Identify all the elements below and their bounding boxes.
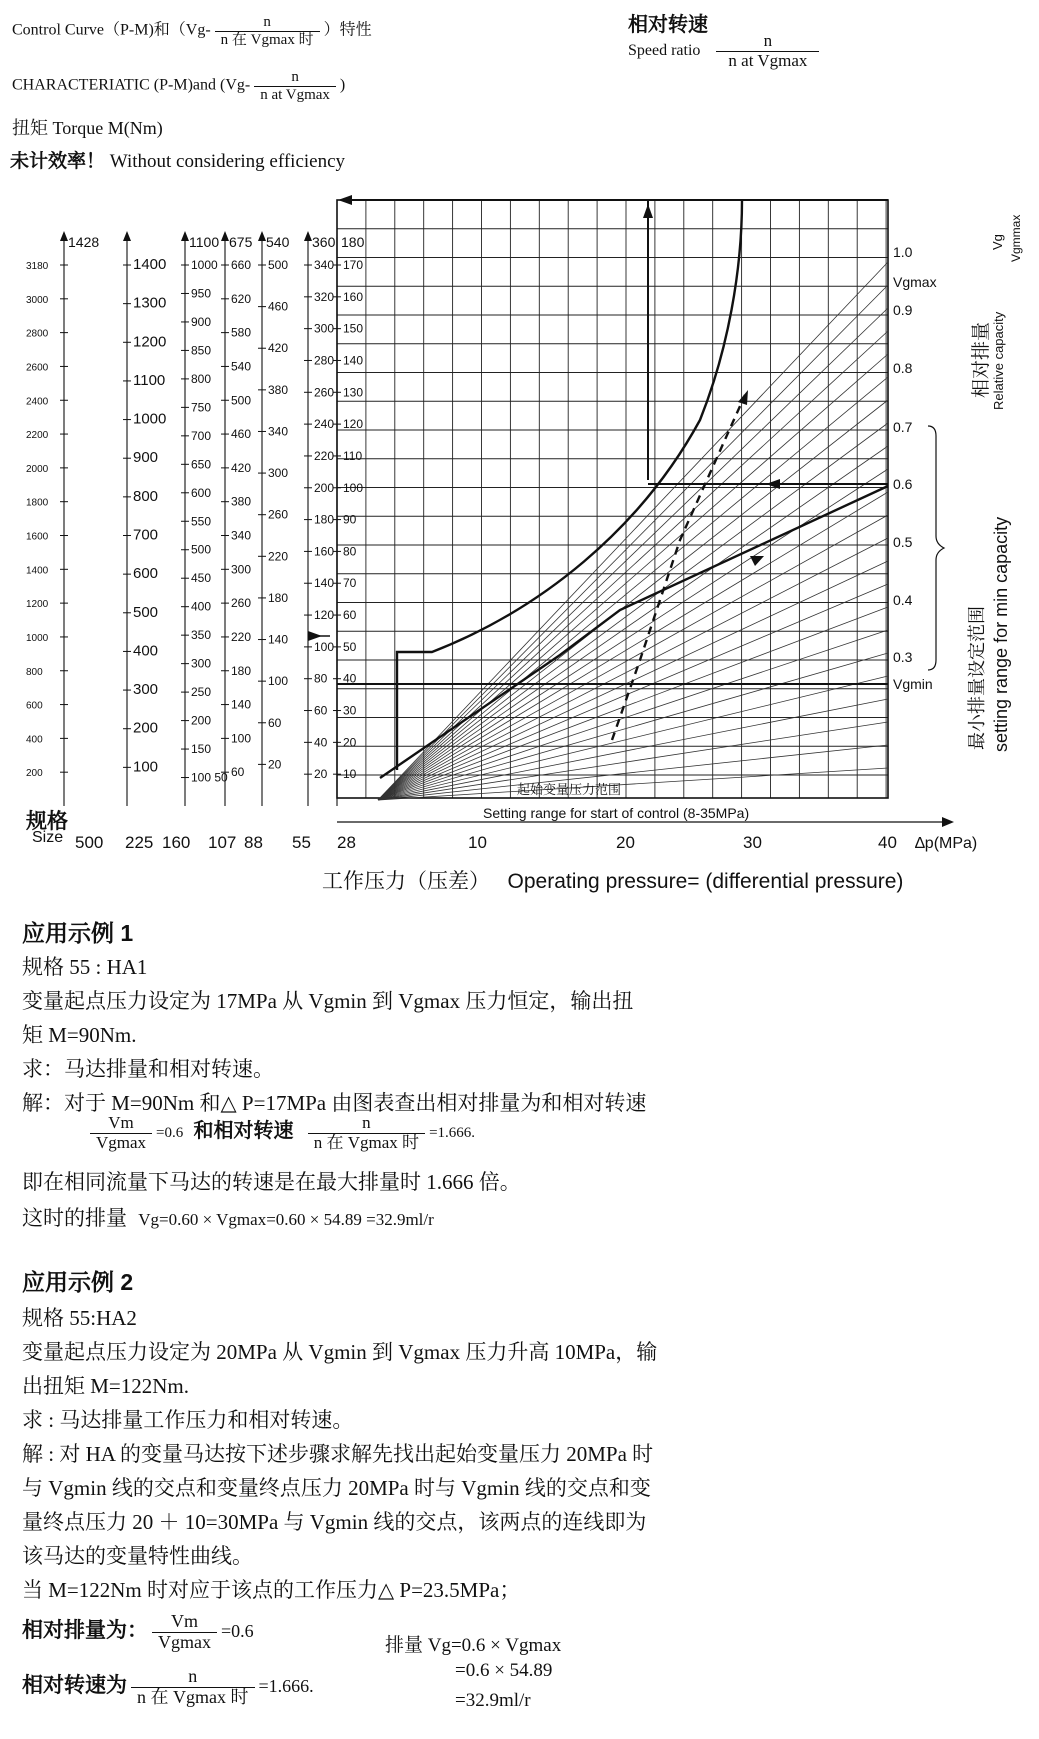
torque-tick-label: 300 [314, 321, 335, 336]
fraction-numerator: n [763, 31, 773, 50]
size-label: 88 [244, 833, 263, 852]
x-axis-arrow [942, 817, 954, 827]
torque-tick-label: 10 [343, 767, 357, 782]
torque-tick-label: 650 [191, 457, 212, 472]
torque-tick-label: 1000 [26, 632, 49, 644]
fraction-numerator: Vm [108, 1113, 134, 1132]
torque-tick-label: 80 [314, 671, 328, 686]
result-speed-value: =1.666. [258, 1676, 314, 1697]
chart-torque-scales [26, 231, 365, 806]
example-2-displacement-3: =32.9ml/r [455, 1690, 531, 1711]
torque-tick-label: 250 [191, 685, 212, 700]
example-1-fraction-capacity [90, 1114, 152, 1152]
x-axis-label [322, 865, 903, 895]
chart-grid [337, 195, 888, 798]
capacity-line [378, 400, 888, 800]
torque-tick-label: 460 [231, 427, 252, 442]
torque-scale-top: 360 [312, 234, 336, 250]
fraction-denominator: n 在 Vgmax 时 [215, 31, 320, 49]
torque-scale-arrow [123, 231, 131, 241]
right-ratio-tick: Vgmax [893, 274, 937, 290]
torque-tick-label: 600 [133, 565, 159, 583]
torque-tick-label: 160 [343, 289, 364, 304]
torque-tick-label: 100 [133, 758, 159, 776]
torque-tick-label: 400 [26, 734, 43, 746]
torque-tick-label: 750 [191, 400, 212, 415]
setting-label-cn: 最小排量设定范围 [967, 606, 987, 750]
example-2-result-capacity [22, 1612, 254, 1653]
torque-tick-label: 200 [26, 768, 43, 780]
torque-tick-label: 950 [191, 286, 212, 301]
result-speed-label: 相对转速为 [22, 1673, 127, 1698]
torque-tick-label: 160 [314, 544, 335, 559]
torque-tick-label: 550 [191, 514, 212, 529]
example-2-line-7: 量终点压力 20 ＋ 10=30MPa 与 Vgmin 线的交点，该两点的连线即为 [22, 1510, 647, 1534]
torque-tick-label: 1000 [191, 258, 218, 272]
example-1-line-7: 即在相同流量下马达的转速是在最大排量时 1.666 倍。 [22, 1170, 521, 1194]
example-1-fraction-speed [308, 1114, 425, 1152]
x-tick-label: 40 [878, 833, 897, 852]
annotation-en: Setting range for start of control (8-35MPa) [483, 805, 750, 821]
torque-tick-label: 340 [231, 528, 252, 543]
result-capacity-value: =0.6 [221, 1621, 254, 1642]
torque-tick-label: 200 [133, 719, 159, 737]
torque-tick-label: 900 [133, 449, 159, 467]
torque-tick-label: 120 [343, 417, 364, 432]
result-capacity-fraction [152, 1612, 217, 1653]
torque-tick-label: 220 [314, 448, 335, 463]
torque-tick-label: 60 [314, 703, 328, 718]
fraction-denominator: n 在 Vgmax 时 [308, 1133, 425, 1153]
torque-tick-label: 500 [268, 258, 289, 272]
torque-tick-label: 400 [133, 642, 159, 660]
torque-tick-label: 460 [268, 299, 289, 314]
example-2-displacement-2: =0.6 × 54.89 [455, 1660, 553, 1681]
example-2-line-3: 出扭矩 M=122Nm. [22, 1374, 190, 1398]
example-2-line-5: 解 : 对 HA 的变量马达按下述步骤求解先找出起始变量压力 20MPa 时 [22, 1442, 654, 1466]
example-1-speed-value: =1.666. [429, 1125, 476, 1142]
torque-tick-label: 120 [314, 608, 335, 623]
size-label-en: Size [32, 829, 64, 846]
torque-tick-label: 1400 [133, 256, 167, 273]
fraction-denominator: n at Vgmax [254, 86, 336, 104]
fraction-denominator: Vgmax [152, 1632, 217, 1653]
capacity-line [378, 676, 888, 800]
size-label: 500 [75, 833, 104, 852]
torque-tick-label: 1200 [133, 333, 167, 351]
fraction-numerator: Vm [171, 1611, 198, 1631]
example-1-line-8 [22, 1202, 434, 1232]
torque-scale-arrow [60, 231, 68, 241]
x-tick-label: 28 [337, 833, 356, 852]
torque-scale-arrow [258, 231, 266, 241]
torque-tick-label: 180 [268, 590, 289, 605]
torque-tick-label: 50 [343, 639, 357, 654]
speed-ratio-title: 相对转速 [628, 14, 708, 36]
torque-scale-top: 1428 [68, 234, 100, 250]
right-ratio-tick: 0.4 [893, 592, 913, 608]
torque-tick-label: 600 [191, 485, 212, 500]
torque-tick-label: 240 [314, 417, 335, 432]
result-speed-fraction [131, 1667, 255, 1708]
fraction-numerator: n [291, 69, 299, 85]
example-2-result-speed [22, 1667, 314, 1708]
torque-tick-label: 60 [343, 608, 357, 623]
fraction-denominator: n 在 Vgmax 时 [131, 1687, 255, 1708]
torque-tick-label: 500 [133, 603, 159, 621]
torque-tick-label: 2800 [26, 328, 49, 340]
example-1-line-5: 解：对于 M=90Nm 和△ P=17MPa 由图表查出相对排量为和相对转速 [22, 1091, 647, 1115]
torque-tick-label: 60 [231, 765, 245, 780]
size-label: 225 [125, 833, 154, 852]
torque-tick-label: 580 [231, 325, 252, 340]
capacity-line [378, 377, 888, 800]
example-1-formula [86, 1114, 475, 1152]
right-ratio-tick: 0.3 [893, 649, 913, 665]
dashed-arrow [738, 390, 748, 405]
torque-tick-label: 1800 [26, 497, 49, 509]
torque-tick-label: 140 [343, 353, 364, 368]
fraction-numerator: n [362, 1113, 371, 1132]
capacity-line [378, 630, 888, 800]
torque-tick-label: 90 [343, 512, 357, 527]
capacity-line [378, 423, 888, 800]
torque-tick-label: 20 [268, 757, 282, 772]
right-ratio-tick: 0.9 [893, 302, 913, 318]
right-ratio-tick: Vgmin [893, 676, 933, 692]
torque-tick-label: 3000 [26, 294, 49, 306]
capacity-line [378, 584, 888, 800]
torque-tick-label: 320 [314, 289, 335, 304]
torque-tick-label: 100 50 [191, 770, 228, 785]
example-2-title: 应用示例 2 [22, 1269, 134, 1295]
torque-tick-label: 280 [314, 353, 335, 368]
torque-tick-label: 80 [343, 544, 357, 559]
torque-scale-arrow [221, 231, 229, 241]
header-line-1-suffix: ）特性 [323, 21, 372, 39]
capacity-line [378, 492, 888, 800]
torque-tick-label: 420 [231, 460, 252, 475]
annotation-cn: 起始变量压力范围 [517, 782, 622, 797]
torque-tick-label: 1200 [26, 599, 49, 611]
torque-tick-label: 1600 [26, 531, 49, 543]
torque-tick-label: 1000 [133, 410, 167, 428]
torque-tick-label: 800 [191, 371, 212, 386]
torque-tick-label: 600 [26, 700, 43, 712]
torque-tick-label: 540 [231, 359, 252, 374]
capacity-line [378, 469, 888, 800]
control-line-arrow [750, 556, 764, 566]
efficiency-note-en: Without considering efficiency [109, 151, 346, 172]
torque-tick-label: 20 [314, 767, 328, 782]
torque-tick-label: 2400 [26, 396, 49, 408]
torque-tick-label: 100 [268, 674, 289, 689]
torque-tick-label: 1300 [133, 294, 167, 312]
example-1-line-3: 矩 M=90Nm. [22, 1023, 137, 1047]
example-1-title: 应用示例 1 [22, 920, 134, 946]
torque-tick-label: 500 [231, 393, 252, 408]
torque-tick-label: 100 [314, 639, 335, 654]
x-axis-label-en: Operating pressure= (differential pressure) [507, 870, 904, 893]
example-1-line-2: 变量起点压力设定为 17MPa 从 Vgmin 到 Vgmax 压力恒定，输出扭 [22, 989, 634, 1013]
example-1-line-8-value: Vg=0.60 × Vgmax=0.60 × 54.89 =32.9ml/r [138, 1210, 434, 1229]
example-vertical-arrow [643, 204, 653, 218]
torque-tick-label: 380 [231, 494, 252, 509]
torque-tick-label: 140 [268, 632, 289, 647]
example-2-line-9: 当 M=122Nm 时对应于该点的工作压力△ P=23.5MPa； [22, 1578, 521, 1602]
capacity-line [378, 699, 888, 800]
torque-tick-label: 700 [133, 526, 159, 544]
capacity-line [378, 285, 888, 800]
torque-scale-top: 540 [266, 234, 290, 250]
torque-tick-label: 350 [191, 628, 212, 643]
plot-frame [337, 200, 888, 798]
example-2-line-6: 与 Vgmin 线的交点和变量终点压力 20MPa 时与 Vgmin 线的交点和变 [22, 1476, 651, 1500]
torque-tick-label: 100 [231, 731, 252, 746]
torque-tick-label: 300 [191, 656, 212, 671]
torque-tick-label: 110 [343, 448, 363, 463]
torque-tick-label: 300 [133, 681, 159, 699]
capacity-line [378, 607, 888, 800]
torque-tick-label: 220 [268, 549, 289, 564]
example-1-line-1: 规格 55 : HA1 [22, 955, 148, 979]
torque-tick-label: 620 [231, 291, 252, 306]
torque-tick-label: 130 [343, 385, 364, 400]
torque-tick-label: 30 [343, 703, 357, 718]
torque-tick-label: 20 [343, 735, 357, 750]
torque-tick-label: 340 [268, 424, 289, 439]
torque-tick-label: 300 [268, 466, 289, 481]
torque-tick-label: 2000 [26, 463, 49, 475]
example-2-line-8: 该马达的变量特性曲线。 [22, 1544, 253, 1568]
speed-ratio-en: Speed ratio [628, 41, 701, 59]
chart-capacity-lines [378, 262, 888, 800]
torque-tick-label: 300 [231, 562, 252, 577]
torque-tick-label: 1100 [133, 371, 166, 389]
torque-tick-label: 3180 [26, 261, 49, 272]
torque-tick-label: 100 [343, 480, 364, 495]
size-label: 160 [162, 833, 191, 852]
size-label-cn: 规格 [26, 810, 68, 833]
right-ratio-tick: 1.0 [893, 244, 913, 260]
torque-tick-label: 1400 [26, 565, 49, 577]
x-unit-label: ∆p(MPa) [915, 835, 978, 852]
fraction-numerator: n [263, 14, 271, 30]
torque-tick-label: 800 [26, 666, 43, 678]
right-ratio-tick: 0.6 [893, 476, 913, 492]
torque-tick-label: 2200 [26, 430, 49, 442]
capacity-line [378, 262, 888, 800]
torque-tick-label: 220 [231, 629, 252, 644]
torque-tick-label: 700 [191, 428, 212, 443]
torque-tick-label: 400 [191, 599, 212, 614]
setting-range-brace [928, 426, 944, 670]
torque-scale-top: 180 [341, 234, 365, 250]
torque-tick-label: 140 [314, 576, 335, 591]
torque-tick-label: 40 [314, 735, 328, 750]
fraction-denominator: n at Vgmax [716, 51, 819, 71]
example-2-line-2: 变量起点压力设定为 20MPa 从 Vgmin 到 Vgmax 压力升高 10MPa，输 [22, 1340, 658, 1364]
torque-tick-label: 170 [343, 258, 364, 272]
torque-tick-label: 2600 [26, 362, 49, 374]
result-capacity-label: 相对排量为： [22, 1618, 148, 1643]
torque-tick-label: 140 [231, 697, 252, 712]
capacity-line [378, 446, 888, 800]
torque-tick-label: 180 [231, 663, 252, 678]
right-label-fraction-num: Vg [990, 234, 1005, 250]
dashed-control-line [612, 395, 745, 740]
torque-tick-label: 800 [133, 487, 159, 505]
torque-tick-label: 150 [191, 742, 212, 757]
size-label: 55 [292, 833, 311, 852]
torque-tick-label: 60 [268, 715, 282, 730]
torque-tick-label: 500 [191, 542, 212, 557]
torque-tick-label: 180 [314, 512, 335, 527]
torque-tick-label: 420 [268, 341, 289, 356]
right-label-fraction-den: Vgmmax [1009, 214, 1023, 262]
header-line-1-prefix: Control Curve（P-M)和（Vg- [12, 21, 211, 39]
torque-scale-top: 1100 [189, 234, 220, 250]
example-1-formula-mid: 和相对转速 [193, 1120, 294, 1143]
torque-tick-label: 450 [191, 571, 212, 586]
fraction-denominator: Vgmax [90, 1133, 152, 1153]
header-torque-label: 扭矩 Torque M(Nm) [12, 118, 163, 138]
torque-tick-label: 70 [343, 576, 357, 591]
right-label-en: Relative capacity [991, 311, 1006, 410]
torque-tick-label: 40 [343, 671, 357, 686]
size-label: 107 [208, 833, 237, 852]
torque-scale-top: 675 [229, 234, 253, 250]
torque-scale-arrow [304, 231, 312, 241]
example-2-displacement-1: 排量 Vg=0.6 × Vgmax [385, 1635, 562, 1656]
torque-tick-label: 200 [314, 480, 335, 495]
x-tick-label: 30 [743, 833, 762, 852]
x-tick-label: 20 [616, 833, 635, 852]
example-2-line-1: 规格 55:HA2 [22, 1306, 137, 1330]
example-1-line-4: 求：马达排量和相对转速。 [22, 1057, 274, 1081]
torque-tick-label: 660 [231, 258, 252, 272]
header-line-2-suffix: ) [339, 76, 346, 94]
torque-tick-label: 260 [314, 385, 335, 400]
right-ratio-tick: 0.8 [893, 360, 913, 376]
torque-tick-label: 150 [343, 321, 364, 336]
right-ratio-tick: 0.5 [893, 534, 913, 550]
right-ratio-tick: 0.7 [893, 419, 913, 435]
fraction-numerator: n [188, 1666, 198, 1686]
setting-label-en: setting range for min capacity [991, 516, 1011, 752]
torque-tick-label: 380 [268, 382, 289, 397]
torque-tick-label: 340 [314, 258, 335, 272]
torque-tick-label: 850 [191, 343, 212, 358]
top-arrow-head [338, 195, 352, 205]
header-line-2-prefix: CHARACTERIATIC (P-M)and (Vg- [12, 76, 251, 94]
torque-tick-label: 900 [191, 314, 212, 329]
torque-tick-label: 260 [268, 507, 289, 522]
torque-tick-label: 200 [191, 713, 212, 728]
example-2-line-4: 求 : 马达排量工作压力和相对转速。 [22, 1408, 354, 1432]
chart-labels [75, 215, 1023, 852]
capacity-line [378, 515, 888, 800]
example-1-line-8-cn: 这时的排量 [22, 1206, 127, 1230]
example-1-capacity-value: =0.6 [156, 1125, 184, 1142]
x-axis-label-cn: 工作压力（压差） [322, 870, 490, 893]
right-label-cn: 相对排量 [971, 321, 992, 398]
efficiency-note-cn: 未计效率！ [10, 151, 106, 172]
torque-tick-label: 260 [231, 596, 252, 611]
x-tick-label: 10 [468, 833, 487, 852]
torque-scale-arrow [181, 231, 189, 241]
